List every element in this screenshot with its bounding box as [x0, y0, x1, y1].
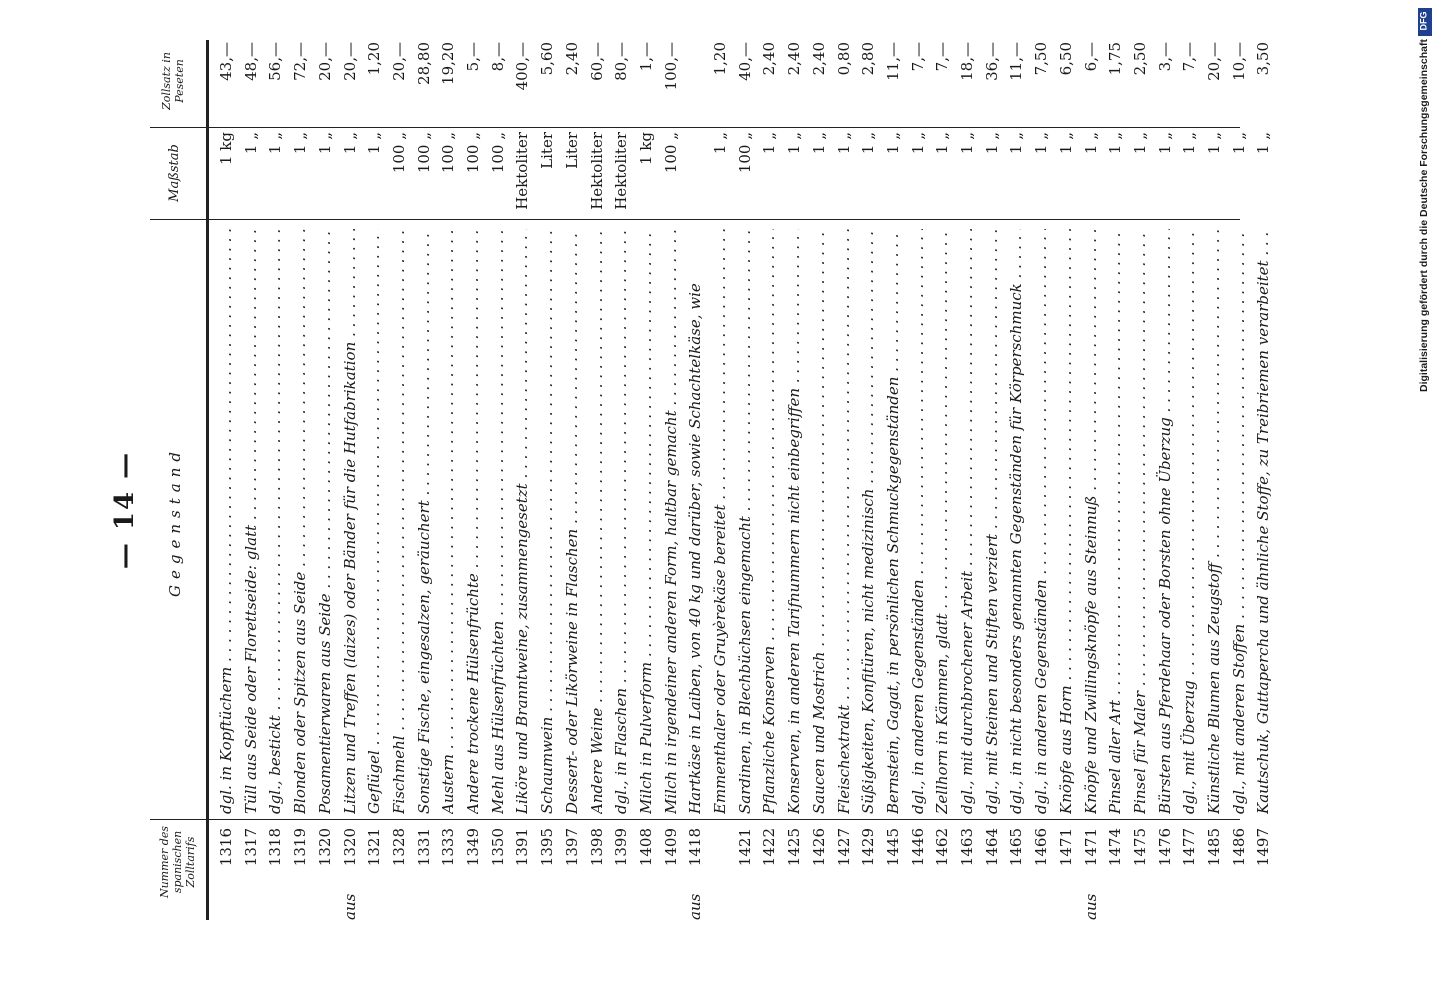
item-description: Kautschuk, Guttapercha und ähnliche Stoffe, zu Treibriemen verarbeitet . . . [1251, 229, 1276, 814]
table-row [708, 0, 733, 920]
unit-measure: 1 „ [241, 132, 260, 155]
table-row [585, 0, 610, 920]
tariff-number: 1475 [1130, 828, 1149, 867]
table-row [1079, 0, 1104, 920]
tariff-number: 1333 [439, 828, 458, 867]
duty-rate: 43,— [217, 42, 235, 81]
table-row [733, 0, 758, 920]
unit-measure: 1 „ [958, 132, 976, 155]
unit-measure: 1 „ [933, 132, 952, 155]
unit-measure: 1 „ [1106, 132, 1125, 155]
unit-measure: 1 kg [217, 132, 235, 166]
tariff-number: 1474 [1106, 828, 1125, 867]
table-row [535, 0, 560, 920]
item-description: dgl., bestickt . . . [263, 229, 288, 814]
table-row [362, 0, 387, 920]
table-row [510, 0, 535, 920]
unit-measure: 1 kg [636, 132, 655, 166]
item-description: dgl., in nicht besonders genannten Gegenständen für Körperschmuck . . . [1004, 229, 1029, 814]
duty-rate: 2,40 [562, 42, 581, 76]
header-unit: Maßstab [167, 144, 182, 202]
duty-rate: 20,— [315, 42, 334, 81]
item-description: dgl., mit durchbrochener Arbeit . . . [955, 229, 980, 814]
unit-measure: 1 „ [859, 132, 878, 155]
tariff-number: 1485 [1205, 828, 1223, 867]
item-description: Saucen und Mostrich . . . [807, 229, 832, 814]
unit-measure: 1 „ [266, 132, 285, 155]
table-row [881, 0, 906, 920]
duty-rate: 56,— [266, 42, 285, 81]
table-row [560, 0, 585, 920]
unit-measure: 1 „ [785, 132, 804, 155]
tariff-number: 1446 [908, 828, 927, 867]
unit-measure: Hektoliter [612, 132, 631, 210]
tariff-number: 1471 [1056, 828, 1075, 867]
duty-rate: 0,80 [834, 42, 853, 76]
unit-measure: Liter [562, 132, 581, 169]
unit-measure: 1 „ [1229, 132, 1248, 155]
duty-rate: 6,50 [1056, 42, 1075, 76]
tariff-number: 1497 [1254, 828, 1273, 867]
item-description: Knöpfe und Zwillingsknöpfe aus Steinnuß . . . [1079, 229, 1104, 814]
duty-rate: 18,— [958, 42, 976, 81]
unit-measure: 1 „ [883, 132, 902, 155]
tariff-number: 1349 [464, 828, 482, 867]
tariff-number: 1395 [538, 828, 557, 867]
duty-rate: 36,— [982, 42, 1001, 81]
table-row [856, 0, 881, 920]
item-description: Pinsel aller Art . . . [1103, 229, 1128, 814]
header-tariff-number: Nummer des spanischen Zolltarifs [158, 825, 197, 899]
unit-measure: 1 „ [1032, 132, 1051, 155]
duty-rate: 20,— [1205, 42, 1223, 81]
item-description: dgl., mit Steinen und Stiften verziert . . . [980, 229, 1005, 814]
table-row [930, 0, 955, 920]
duty-rate: 6,— [1081, 42, 1100, 72]
table-row [807, 0, 832, 920]
row-aus-marker: aus [340, 893, 359, 920]
unit-measure: 1 „ [982, 132, 1001, 155]
tariff-number: 1486 [1229, 828, 1248, 867]
unit-measure: 100 „ [464, 132, 482, 174]
duty-rate: 40,— [735, 42, 754, 81]
table-row [634, 0, 659, 920]
dfg-logo [1418, 8, 1432, 36]
unit-measure: 1 „ [340, 132, 359, 155]
duty-rate: 2,50 [1130, 42, 1149, 76]
duty-rate: 60,— [587, 42, 606, 81]
duty-rate: 3,50 [1254, 42, 1273, 76]
item-description: Künstliche Blumen aus Zeugstoff . . . [1202, 229, 1227, 814]
duty-rate: 20,— [389, 42, 408, 81]
duty-rate: 400,— [513, 42, 532, 91]
table-row [1202, 0, 1227, 920]
table-row [906, 0, 931, 920]
tariff-number: 1399 [612, 828, 631, 867]
table-row [486, 0, 511, 920]
header-rule [206, 40, 209, 920]
table-row [461, 0, 486, 920]
tariff-number: 1476 [1155, 828, 1174, 867]
unit-measure: 1 „ [908, 132, 927, 155]
unit-measure: 100 „ [439, 132, 458, 174]
unit-measure: 100 „ [735, 132, 754, 174]
table-row [412, 0, 437, 920]
unit-measure: 1 „ [1081, 132, 1100, 155]
table-row [214, 0, 239, 920]
unit-measure: 1 „ [1130, 132, 1149, 155]
tariff-number: 1409 [661, 828, 680, 867]
unit-measure: 1 „ [1155, 132, 1174, 155]
duty-rate: 1,75 [1106, 42, 1125, 76]
tariff-number: 1463 [958, 828, 976, 867]
duty-rate: 100,— [661, 42, 680, 91]
item-description: dgl., in anderen Gegenständen . . . [1029, 229, 1054, 814]
tariff-number: 1425 [785, 828, 804, 867]
table-row [313, 0, 338, 920]
unit-measure: 1 „ [291, 132, 310, 155]
item-description: Posamentierwaren aus Seide . . . [313, 229, 338, 814]
tariff-number: 1421 [735, 828, 754, 867]
table-row [1227, 0, 1252, 920]
tariff-number: 1422 [760, 828, 779, 867]
unit-measure: 1 „ [1254, 132, 1273, 155]
duty-rate: 5,— [464, 42, 482, 72]
table-row [955, 0, 980, 920]
table-row [980, 0, 1005, 920]
table-row [757, 0, 782, 920]
unit-measure: 100 „ [389, 132, 408, 174]
table-row [288, 0, 313, 920]
duty-rate: 19,20 [439, 42, 458, 85]
item-description: Emmenthaler oder Gruyèrekäse bereitet . . . [708, 229, 733, 814]
duty-rate: 11,— [883, 42, 902, 81]
header-description: Gegenstand [166, 446, 184, 597]
unit-measure: 1 „ [809, 132, 828, 155]
item-description: dgl., mit anderen Stoffen . . . [1227, 229, 1252, 814]
table-row [1251, 0, 1276, 920]
table-row [387, 0, 412, 920]
duty-rate: 2,40 [809, 42, 828, 76]
unit-measure: 100 „ [488, 132, 507, 174]
header-rate: Zollsatz in Peseten [160, 52, 186, 110]
table-row [832, 0, 857, 920]
duty-rate: 7,— [1180, 42, 1199, 72]
unit-measure: 1 „ [1007, 132, 1026, 155]
duty-rate: 28,80 [414, 42, 433, 85]
tariff-number: 1427 [834, 828, 853, 867]
table-row [683, 0, 708, 920]
duty-rate: 1,20 [365, 42, 384, 76]
page-number: — 14 — [110, 450, 140, 570]
item-description: Milch in irgendeiner anderen Form, haltbar gemacht . . . [659, 229, 684, 814]
dfg-logo-text: DFG [1418, 11, 1429, 31]
item-description: Litzen und Treffen (laizes) oder Bänder für die Hutfabrikation . . . [338, 229, 363, 814]
duty-rate: 10,— [1229, 42, 1248, 81]
duty-rate: 2,80 [859, 42, 878, 76]
table-row [609, 0, 634, 920]
duty-rate: 1,20 [711, 42, 729, 76]
tariff-number: 1477 [1180, 828, 1199, 867]
item-description: Bürsten aus Pferdehaar oder Borsten ohne Überzug . . . [1153, 229, 1178, 814]
table-row [782, 0, 807, 920]
item-description: Liköre und Branntweine, zusammengesetzt . . . [510, 229, 535, 814]
duty-rate: 7,50 [1032, 42, 1051, 76]
row-aus-marker: aus [686, 893, 705, 920]
item-description: Pinsel für Maler . . . [1128, 229, 1153, 814]
item-description: dgl. in Kopftüchern . . . [214, 229, 239, 814]
item-description: Milch in Pulverform . . . [634, 229, 659, 814]
unit-measure: 1 „ [760, 132, 779, 155]
duty-rate: 8,— [488, 42, 507, 72]
item-description: Schaumwein . . . [535, 229, 560, 814]
item-description: Zellhorn in Kämmen, glatt . . . [930, 229, 955, 814]
table-row [1054, 0, 1079, 920]
item-description: dgl., mit Überzug . . . [1177, 229, 1202, 814]
tariff-number: 1317 [241, 828, 260, 867]
tariff-number: 1429 [859, 828, 878, 867]
tariff-number: 1471 [1081, 828, 1100, 867]
item-description: Süßigkeiten, Konfitüren, nicht medizinisch . . . [856, 229, 881, 814]
item-description: Sonstige Fische, eingesalzen, geräuchert . . . [412, 229, 437, 814]
duty-rate: 80,— [612, 42, 631, 81]
duty-rate: 11,— [1007, 42, 1026, 81]
duty-rate: 3,— [1155, 42, 1174, 72]
tariff-number: 1320 [315, 828, 334, 867]
table-row [1153, 0, 1178, 920]
unit-measure: 1 „ [315, 132, 334, 155]
item-description: Tüll aus Seide oder Florettseide: glatt . . . [239, 229, 264, 814]
table-row [1103, 0, 1128, 920]
item-description: Sardinen, in Blechbüchsen eingemacht . . . [733, 229, 758, 814]
duty-rate: 20,— [340, 42, 359, 81]
unit-measure: 1 „ [1056, 132, 1075, 155]
item-description: Andere trockene Hülsenfrüchte . . . [461, 229, 486, 814]
item-description: Blonden oder Spitzen aus Seide . . . [288, 229, 313, 814]
duty-rate: 72,— [291, 42, 310, 81]
unit-measure: 100 „ [661, 132, 680, 174]
item-description: Andere Weine . . . [585, 229, 610, 814]
tariff-number: 1391 [513, 828, 532, 867]
tariff-number: 1350 [488, 828, 507, 867]
unit-measure: Hektoliter [587, 132, 606, 210]
item-description: dgl., in Flaschen . . . [609, 229, 634, 814]
item-description: Geflügel . . . [362, 229, 387, 814]
tariff-number: 1319 [291, 828, 310, 867]
duty-rate: 7,— [908, 42, 927, 72]
duty-rate: 7,— [933, 42, 952, 72]
tariff-number: 1462 [933, 828, 952, 867]
tariff-number: 1320 [340, 828, 359, 867]
unit-measure: 1 „ [365, 132, 384, 155]
item-description: Dessert- oder Likörweine in Flaschen . . . [560, 229, 585, 814]
table-row [338, 0, 363, 920]
item-description: Knöpfe aus Horn . . . [1054, 229, 1079, 814]
tariff-number: 1398 [587, 828, 606, 867]
tariff-number: 1426 [809, 828, 828, 867]
unit-measure: 1 „ [1180, 132, 1199, 155]
unit-measure: 100 „ [414, 132, 433, 174]
unit-measure: 1 „ [834, 132, 853, 155]
tariff-number: 1418 [686, 828, 705, 867]
duty-rate: 2,40 [760, 42, 779, 76]
table-row [659, 0, 684, 920]
duty-rate: 5,60 [538, 42, 557, 76]
item-description: Austern . . . [436, 229, 461, 814]
rotated-table-page [110, 42, 1290, 920]
unit-measure: 1 „ [1205, 132, 1223, 155]
item-description: Fleischextrakt . . . [832, 229, 857, 814]
item-description: Bernstein, Gagat, in persönlichen Schmuckgegenständen . . . [881, 229, 906, 814]
tariff-number: 1445 [883, 828, 902, 867]
tariff-number: 1331 [414, 828, 433, 867]
duty-rate: 48,— [241, 42, 260, 81]
tariff-number: 1465 [1007, 828, 1026, 867]
table-row [1128, 0, 1153, 920]
credit-text: Digitalisierung gefördert durch die Deutsche Forschungsgemeinschaft [1418, 39, 1430, 392]
item-description: Konserven, in anderen Tarifnummern nicht einbegriffen . . . [782, 229, 807, 814]
item-description: Pflanzliche Konserven . . . [757, 229, 782, 814]
row-aus-marker: aus [1081, 893, 1100, 920]
item-description: Fischmehl . . . [387, 229, 412, 814]
table-row [436, 0, 461, 920]
unit-measure: Liter [538, 132, 557, 169]
table-row [1004, 0, 1029, 920]
tariff-number: 1318 [266, 828, 285, 867]
tariff-number: 1328 [389, 828, 408, 867]
duty-rate: 1,— [636, 42, 655, 72]
item-description: dgl., in anderen Gegenständen . . . [906, 229, 931, 814]
table-row [1177, 0, 1202, 920]
item-description: Hartkäse in Laiben, von 40 kg und darüber, sowie Schachtelkäse, wie [686, 283, 705, 814]
duty-rate: 2,40 [785, 42, 804, 76]
tariff-number: 1466 [1032, 828, 1051, 867]
tariff-number: 1464 [982, 828, 1001, 867]
tariff-number: 1397 [562, 828, 581, 867]
unit-measure: Hektoliter [513, 132, 532, 210]
item-description: Mehl aus Hülsenfrüchten . . . [486, 229, 511, 814]
tariff-number: 1321 [365, 828, 384, 867]
tariff-number: 1408 [636, 828, 655, 867]
unit-measure: 1 „ [711, 132, 729, 155]
table-row [263, 0, 288, 920]
table-row [239, 0, 264, 920]
tariff-number: 1316 [217, 828, 235, 867]
table-row [1029, 0, 1054, 920]
